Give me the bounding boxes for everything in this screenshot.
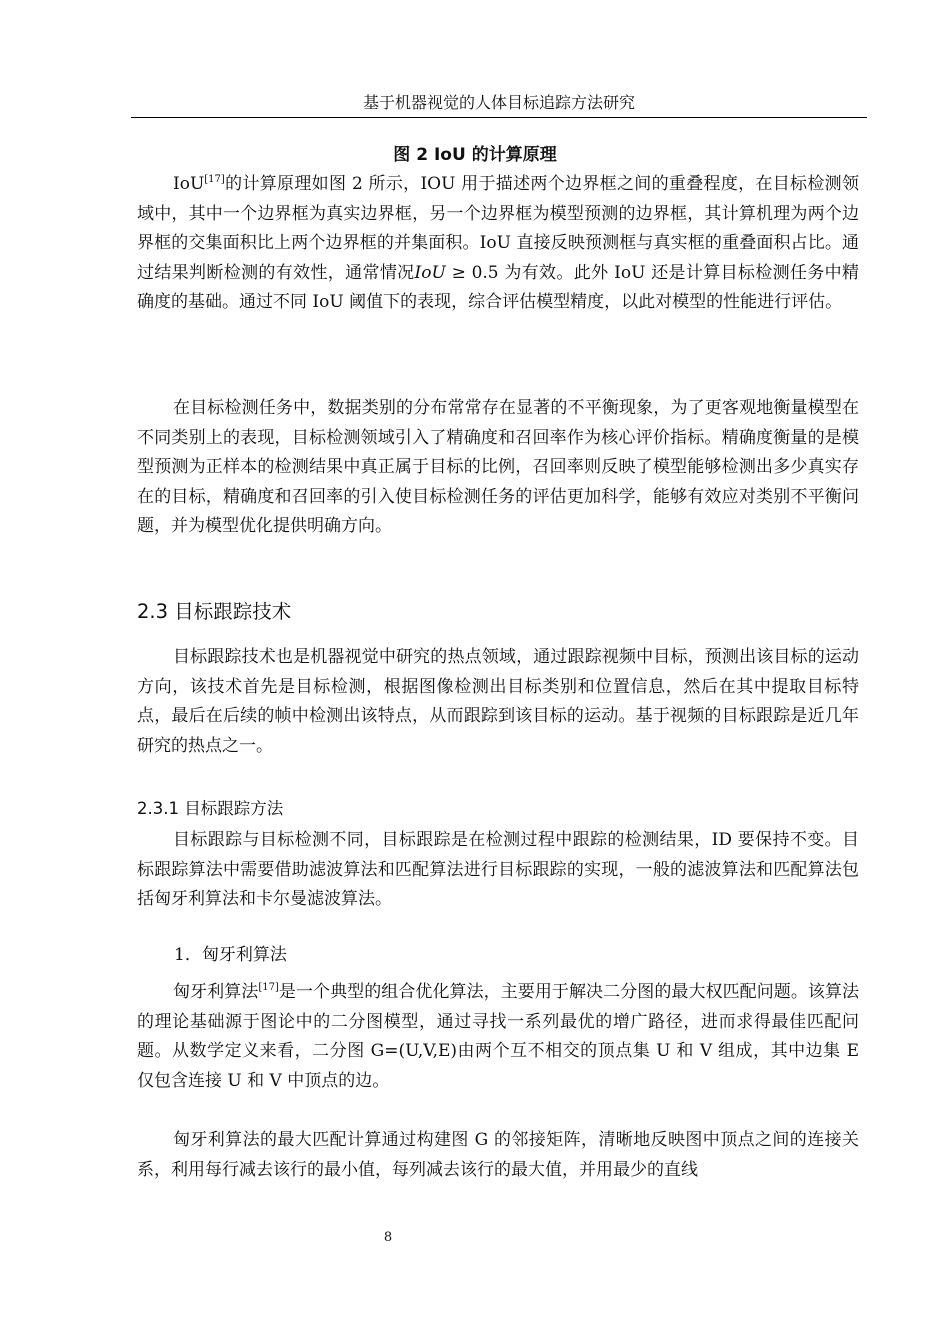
- hungarian-paragraph-1: [137, 978, 859, 1096]
- iou-paragraph-1: [137, 170, 859, 318]
- iou-p2-text: 在目标检测任务中，数据类别的分布常常存在显著的不平衡现象，为了更客观地衡量模型在不同类别上的表现，目标检测领域引入了精确度和召回率作为核心评价指标。精确度衡量的是模型预测为正样本的检测结果中真正属于目标的比例，召回率则反映了模型能够检测出多少真实存在的目标，精确度和召回率的引入使目标检测任务的评估更加科学，能够有效应对类别不平衡问题，并为模型优化提供明确方向。: [137, 398, 859, 536]
- running-header: 基于机器视觉的人体目标追踪方法研究: [362, 93, 635, 112]
- iou-text-2: ≥ 0.5 为有效。此外 IoU 还是计算目标检测任务中精确度的基础。通过不同 IoU 阈值下的表现，综合评估模型精度，以此对模型的性能进行评估。: [137, 262, 860, 312]
- citation-17-b: [17]: [258, 982, 279, 993]
- page-number: 8: [383, 1230, 393, 1245]
- iou-formula: IoU: [414, 262, 446, 283]
- method-paragraph-1: [137, 826, 859, 915]
- iou-text-1: 的计算原理如图 2 所示，IOU 用于描述两个边界框之间的重叠程度，在目标检测领域中，其中一个边界框为真实边界框，另一个边界框为模型预测的边界框，其计算机理为两个边界框的交集面积比上两个边界框的并集面积。IoU 直接反映预测框与真实框的重叠面积占比。通过结果判断检测的有效性，通常情况: [137, 174, 859, 283]
- list-item-hungarian: 1．匈牙利算法: [174, 945, 287, 965]
- figure-caption: 图 2 IoU 的计算原理: [393, 145, 557, 165]
- hungarian-paragraph-2: [137, 1126, 859, 1185]
- tracking-paragraph-1: [137, 643, 859, 761]
- hungarian-text: 是一个典型的组合优化算法，主要用于解决二分图的最大权匹配问题。该算法的理论基础源于图论中的二分图模型，通过寻找一系列最优的增广路径，进而求得最佳匹配问题。从数学定义来看，二分图 G=(U,V,E)由两个互不相交的顶点集 U 和 V 组成，其中边集 E 仅包含连接 U 和 V 中顶点的边。: [137, 982, 860, 1091]
- header-rule: [131, 117, 867, 118]
- iou-term: IoU: [173, 174, 205, 194]
- section-heading-2-3: 2.3 目标跟踪技术: [137, 600, 292, 623]
- citation-17: [17]: [204, 174, 225, 185]
- hungarian-p2-text: 匈牙利算法的最大匹配计算通过构建图 G 的邻接矩阵，清晰地反映图中顶点之间的连接关系，利用每行减去该行的最小值，每列减去该行的最大值，并用最少的直线: [137, 1130, 859, 1180]
- hungarian-term: 匈牙利算法: [173, 982, 259, 1002]
- tracking-p1-text: 目标跟踪技术也是机器视觉中研究的热点领域，通过跟踪视频中目标，预测出该目标的运动方向，该技术首先是目标检测，根据图像检测出目标类别和位置信息，然后在其中提取目标特点，最后在后续的帧中检测出该特点，从而跟踪到该目标的运动。基于视频的目标跟踪是近几年研究的热点之一。: [137, 647, 859, 756]
- iou-paragraph-2: [137, 394, 859, 542]
- method-p1-text: 目标跟踪与目标检测不同，目标跟踪是在检测过程中跟踪的检测结果，ID 要保持不变。目标跟踪算法中需要借助滤波算法和匹配算法进行目标跟踪的实现，一般的滤波算法和匹配算法包括匈牙利算法和卡尔曼滤波算法。: [137, 830, 859, 909]
- section-heading-2-3-1: 2.3.1 目标跟踪方法: [137, 799, 284, 818]
